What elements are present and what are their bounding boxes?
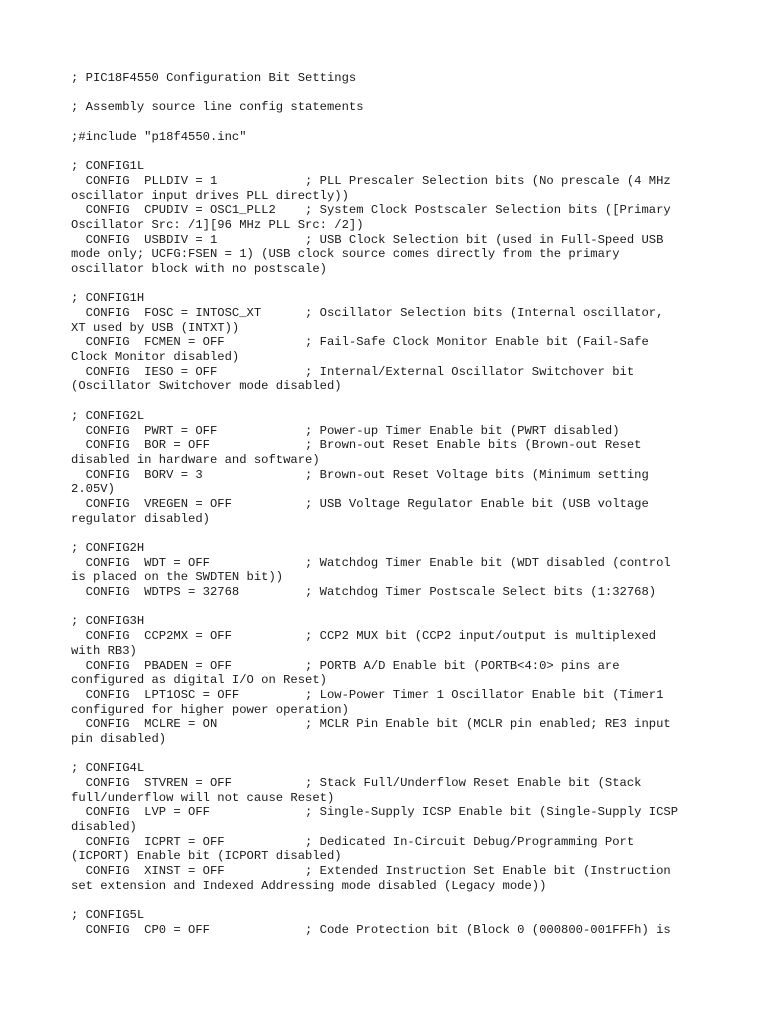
config-statement: CONFIG PWRT = OFF ; Power-up Timer Enable bit (PWRT disabled): [71, 423, 620, 438]
comment-continuation: pin disabled): [71, 731, 167, 746]
section-heading: ; CONFIG1L: [71, 159, 145, 174]
comment-continuation: configured as digital I/O on Reset): [71, 673, 327, 688]
comment-continuation: configured for higher power operation): [71, 702, 349, 717]
config-statement: CONFIG VREGEN = OFF ; USB Voltage Regulator Enable bit (USB voltage: [71, 496, 649, 511]
comment-continuation: oscillator block with no postscale): [71, 261, 327, 276]
blank-line: [71, 600, 711, 615]
blank-line: [71, 394, 711, 409]
blank-line: [71, 526, 711, 541]
blank-line: [71, 277, 711, 292]
config-statement: CONFIG BORV = 3 ; Brown-out Reset Voltage bits (Minimum setting: [71, 467, 649, 482]
comment-continuation: with RB3): [71, 643, 137, 658]
blank-line: [71, 894, 711, 909]
comment-continuation: 2.05V): [71, 482, 115, 497]
comment-continuation: mode only; UCFG:FSEN = 1) (USB clock source comes directly from the primary: [71, 247, 620, 262]
config-statement: CONFIG PBADEN = OFF ; PORTB A/D Enable bit (PORTB<4:0> pins are: [71, 658, 620, 673]
comment-continuation: XT used by USB (INTXT)): [71, 320, 240, 335]
comment-continuation: oscillator input drives PLL directly)): [71, 188, 349, 203]
code-document: [71, 71, 711, 938]
section-heading: ; CONFIG5L: [71, 908, 145, 923]
blank-line: [71, 86, 711, 101]
comment-line: ; PIC18F4550 Configuration Bit Settings: [71, 71, 357, 85]
config-statement: CONFIG USBDIV = 1 ; USB Clock Selection bit (used in Full-Speed USB: [71, 232, 664, 247]
config-statement: CONFIG IESO = OFF ; Internal/External Oscillator Switchover bit: [71, 364, 635, 379]
section-heading: ; CONFIG2H: [71, 541, 145, 555]
config-statement: CONFIG CPUDIV = OSC1_PLL2 ; System Clock Postscaler Selection bits ([Primary: [71, 203, 671, 218]
section-heading: ; CONFIG3H: [71, 614, 145, 629]
comment-continuation: full/underflow will not cause Reset): [71, 790, 335, 805]
config-statement: CONFIG STVREN = OFF ; Stack Full/Underflow Reset Enable bit (Stack: [71, 776, 642, 790]
config-statement: CONFIG XINST = OFF ; Extended Instruction Set Enable bit (Instruction: [71, 864, 671, 879]
comment-continuation: set extension and Indexed Addressing mode disabled (Legacy mode)): [71, 878, 547, 893]
section-heading: ; CONFIG4L: [71, 761, 145, 776]
comment-continuation: disabled in hardware and software): [71, 452, 320, 467]
config-statement: CONFIG PLLDIV = 1 ; PLL Prescaler Selection bits (No prescale (4 MHz: [71, 173, 671, 188]
config-statement: CONFIG BOR = OFF ; Brown-out Reset Enable bits (Brown-out Reset: [71, 438, 642, 453]
config-statement: CONFIG MCLRE = ON ; MCLR Pin Enable bit (MCLR pin enabled; RE3 input: [71, 717, 671, 732]
section-heading: ; CONFIG1H: [71, 291, 145, 306]
comment-continuation: regulator disabled): [71, 511, 210, 526]
config-statement: CONFIG CP0 = OFF ; Code Protection bit (Block 0 (000800-001FFFh) is: [71, 922, 671, 937]
comment-line: ; Assembly source line config statements: [71, 100, 364, 115]
comment-line: ;#include "p18f4550.inc": [71, 129, 247, 144]
comment-continuation: disabled): [71, 820, 137, 835]
blank-line: [71, 115, 711, 130]
config-statement: CONFIG LPT1OSC = OFF ; Low-Power Timer 1 Oscillator Enable bit (Timer1: [71, 687, 664, 702]
blank-line: [71, 747, 711, 762]
config-statement: CONFIG FOSC = INTOSC_XT ; Oscillator Selection bits (Internal oscillator,: [71, 306, 664, 320]
config-statement: CONFIG CCP2MX = OFF ; CCP2 MUX bit (CCP2 input/output is multiplexed: [71, 629, 657, 644]
config-statement: CONFIG ICPRT = OFF ; Dedicated In-Circuit Debug/Programming Port: [71, 834, 635, 849]
comment-continuation: (Oscillator Switchover mode disabled): [71, 379, 342, 394]
comment-continuation: Oscillator Src: /1][96 MHz PLL Src: /2]): [71, 217, 364, 232]
config-statement: CONFIG LVP = OFF ; Single-Supply ICSP Enable bit (Single-Supply ICSP: [71, 805, 679, 820]
comment-continuation: is placed on the SWDTEN bit)): [71, 570, 284, 585]
comment-continuation: Clock Monitor disabled): [71, 350, 240, 365]
blank-line: [71, 144, 711, 159]
config-statement: CONFIG FCMEN = OFF ; Fail-Safe Clock Monitor Enable bit (Fail-Safe: [71, 335, 649, 350]
section-heading: ; CONFIG2L: [71, 408, 145, 423]
config-statement: CONFIG WDTPS = 32768 ; Watchdog Timer Postscale Select bits (1:32768): [71, 585, 657, 600]
config-statement: CONFIG WDT = OFF ; Watchdog Timer Enable bit (WDT disabled (control: [71, 555, 671, 570]
comment-continuation: (ICPORT) Enable bit (ICPORT disabled): [71, 849, 342, 864]
